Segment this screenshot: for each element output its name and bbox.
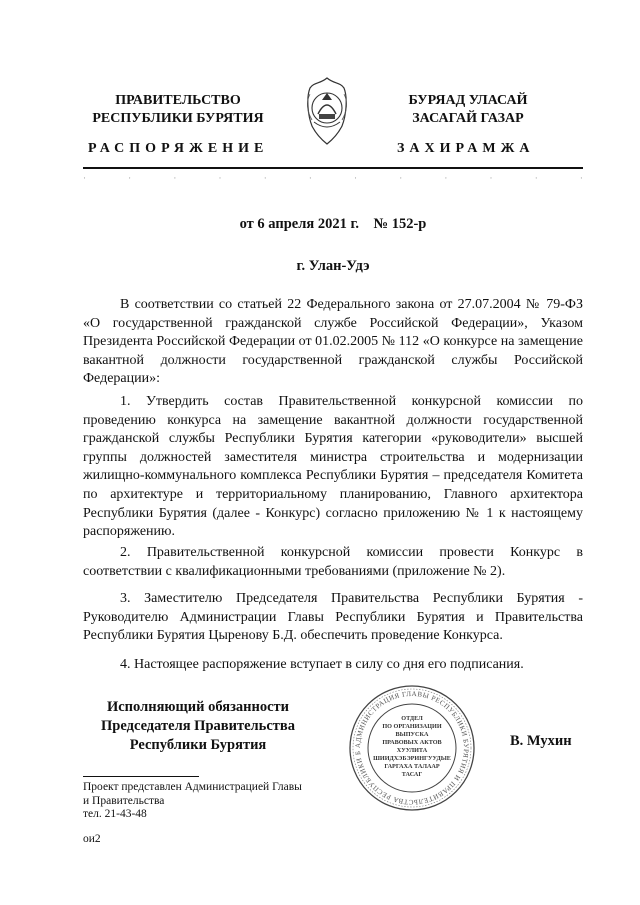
stamp-line8: ТАСАГ	[401, 771, 423, 778]
signature-line2: Председателя Правительства	[101, 718, 295, 734]
stamp-line2: ПО ОРГАНИЗАЦИИ	[382, 723, 442, 730]
header-dotted-line: · · · · · · · · · · · ·	[83, 173, 583, 183]
stamp-line4: ПРАВОВЫХ АКТОВ	[382, 739, 442, 746]
header-right-line2: ЗАСАГАЙ ГАЗАР	[412, 111, 524, 126]
signature-position	[83, 698, 313, 755]
city: г. Улан-Удэ	[296, 258, 370, 274]
header-rule-thick	[83, 167, 583, 169]
date-and-number: от 6 апреля 2021 г. № 152-р	[239, 216, 427, 232]
doc-type-left: РАСПОРЯЖЕНИЕ	[88, 141, 269, 156]
footer-line3: тел. 21-43-48	[83, 808, 147, 820]
coat-of-arms-icon	[296, 76, 358, 146]
stamp-line5: ХУУЛИТА	[396, 747, 428, 754]
signatory-name: В. Мухин	[510, 733, 572, 749]
signature-line3: Республики Бурятия	[129, 737, 267, 753]
stamp-line1: ОТДЕЛ	[401, 715, 423, 722]
header-left-line2: РЕСПУБЛИКИ БУРЯТИЯ	[92, 111, 264, 126]
header-left-line1: ПРАВИТЕЛЬСТВО	[115, 93, 241, 108]
stamp-line3: ВЫПУСКА	[395, 731, 429, 738]
coat-of-arms-emblem	[296, 76, 358, 146]
doc-type-right: ЗАХИРАМЖА	[397, 141, 535, 156]
stamp-line6: ШИИДХЭБЭРИНГУУДЫЕ	[373, 755, 451, 762]
header-right	[388, 92, 548, 128]
header-right-line1: БУРЯАД УЛАСАЙ	[408, 93, 528, 108]
footer-code: ои2	[83, 833, 101, 845]
footer-line2: и Правительства	[83, 794, 165, 807]
paragraph-item-2: 2. Правительственной конкурсной комиссии провести Конкурс в соответствии с квалификационными требованиями (приложение № 2).	[83, 545, 583, 579]
signature-line1: Исполняющий обязанности	[106, 699, 290, 715]
paragraph-item-3: 3. Заместителю Председателя Правительства Республики Бурятия - Руководителю Администрации Главы Республики Бурятия и Правительства Республики Бурятия Цыренову Б.Д. обеспечить проведение Конкурса.	[83, 591, 583, 644]
paragraph-preamble: В соответствии со статьей 22 Федерального закона от 27.07.2004 № 79-ФЗ «О государственной гражданской службе Российской Федерации», Указом Президента Российской Федерации от 01.02.2005 № 112 «О конкурсе на замещение вакантной должности государственной гражданской службы Российской Федерации»:	[83, 297, 583, 387]
stamp-line7: ГАРГАХА ТАЛААР	[384, 763, 440, 770]
footer-rule	[83, 776, 199, 777]
footer-note	[83, 781, 383, 822]
stamp-ring-text: АДМИНИСТРАЦИЯ ГЛАВЫ РЕСПУБЛИКИ БУРЯТИЯ И ПРАВИТЕЛЬСТВА РЕСПУБЛИКИ Б	[353, 689, 471, 807]
paragraph-item-1: 1. Утвердить состав Правительственной конкурсной комиссии по проведению конкурса на замещение вакантной должности государственной гражданской службы Республики Бурятия категории «руководители» высшей группы должностей заместителя министра строительства и модернизации жилищно-коммунального комплекса Республики Бурятия – председателя Комитета по архитектуре и территориальному планированию, Главного архитектора Республики Бурятия (далее - Конкурс) согласно приложению № 1 к настоящему распоряжению.	[83, 394, 583, 540]
paragraph-item-4: 4. Настоящее распоряжение вступает в силу со дня его подписания.	[120, 657, 524, 672]
header-left	[83, 92, 273, 128]
footer-line1: Проект представлен Администрацией Главы	[83, 781, 302, 793]
